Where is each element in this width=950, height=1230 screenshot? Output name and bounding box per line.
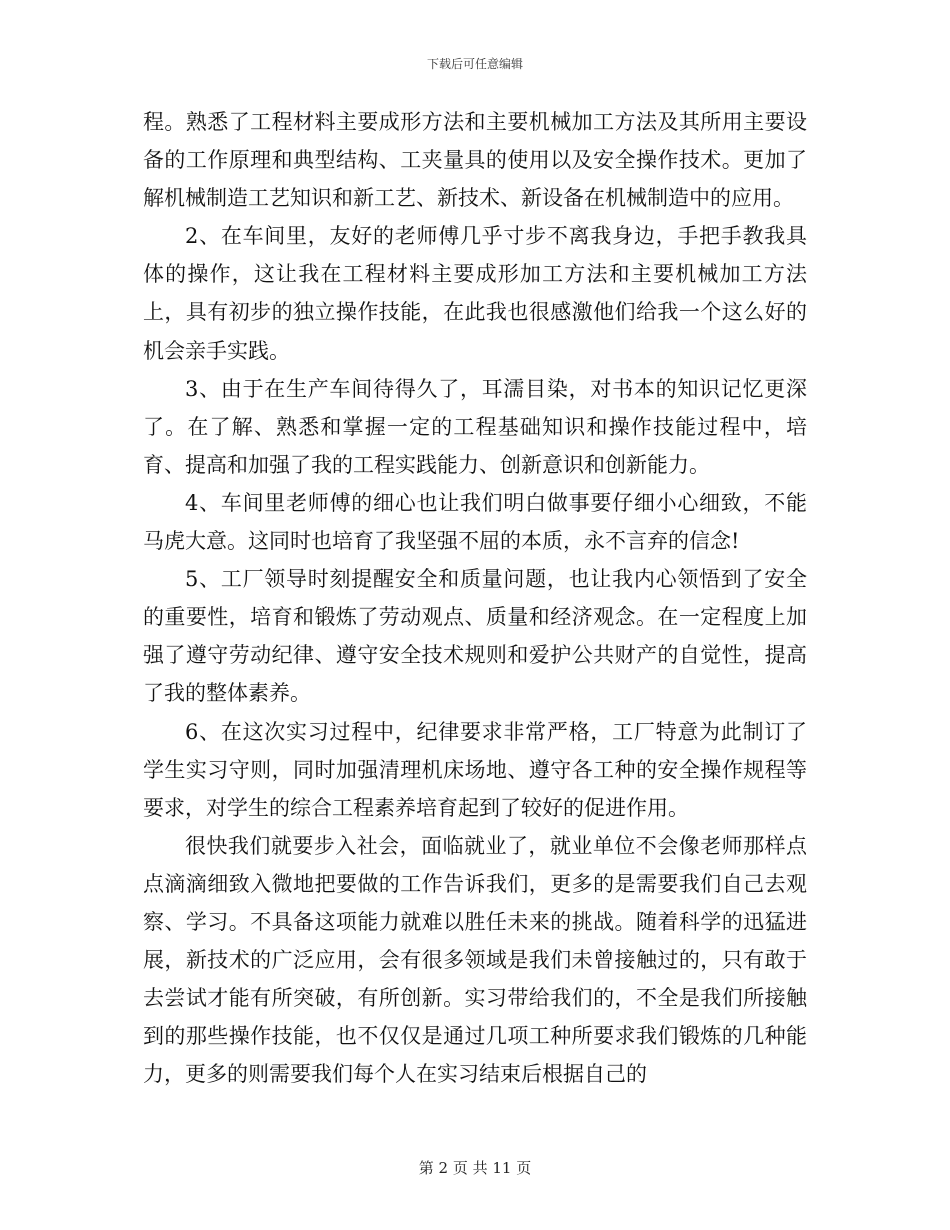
paragraph-item-5: 5、工厂领导时刻提醒安全和质量问题，也让我内心领悟到了安全的重要性，培育和锻炼了劳动观点、质量和经济观念。在一定程度上加强了遵守劳动纪律、遵守安全技术规则和爱护公共财产的自觉性，提高了我的整体素养。 [143, 567, 807, 706]
document-body [143, 103, 807, 1093]
page-header: 下载后可任意编辑 [426, 57, 523, 71]
paragraph-conclusion: 很快我们就要步入社会，面临就业了，就业单位不会像老师那样点点滴滴细致入微地把要做的工作告诉我们，更多的是需要我们自己去观察、学习。不具备这项能力就难以胜任未来的挑战。随着科学的迅猛进展，新技术的广泛应用，会有很多领域是我们未曾接触过的，只有敢于去尝试才能有所突破，有所创新。实习带给我们的，不全是我们所接触到的那些操作技能，也不仅仅是通过几项工种所要求我们锻炼的几种能力，更多的则需要我们每个人在实习结束后根据自己的 [143, 833, 807, 1087]
paragraph-item-3: 3、由于在生产车间待得久了，耳濡目染，对书本的知识记忆更深了。在了解、熟悉和掌握一定的工程基础知识和操作技能过程中，培育、提高和加强了我的工程实践能力、创新意识和创新能力。 [143, 376, 807, 477]
paragraph-item-4: 4、车间里老师傅的细心也让我们明白做事要仔细小心细致，不能马虎大意。这同时也培育了我坚强不屈的本质，永不言弃的信念! [143, 490, 807, 554]
page-number-footer: 第 2 页 共 11 页 [418, 1159, 532, 1177]
paragraph-continuation: 程。熟悉了工程材料主要成形方法和主要机械加工方法及其所用主要设备的工作原理和典型结构、工夹量具的使用以及安全操作技术。更加了解机械制造工艺知识和新工艺、新技术、新设备在机械制造中的应用。 [143, 110, 807, 211]
paragraph-item-6: 6、在这次实习过程中，纪律要求非常严格，工厂特意为此制订了学生实习守则，同时加强清理机床场地、遵守各工种的安全操作规程等要求，对学生的综合工程素养培育起到了较好的促进作用。 [143, 719, 807, 820]
paragraph-item-2: 2、在车间里，友好的老师傅几乎寸步不离我身边，手把手教我具体的操作，这让我在工程材料主要成形加工方法和主要机械加工方法上，具有初步的独立操作技能，在此我也很感激他们给我一个这么好的机会亲手实践。 [143, 224, 807, 363]
